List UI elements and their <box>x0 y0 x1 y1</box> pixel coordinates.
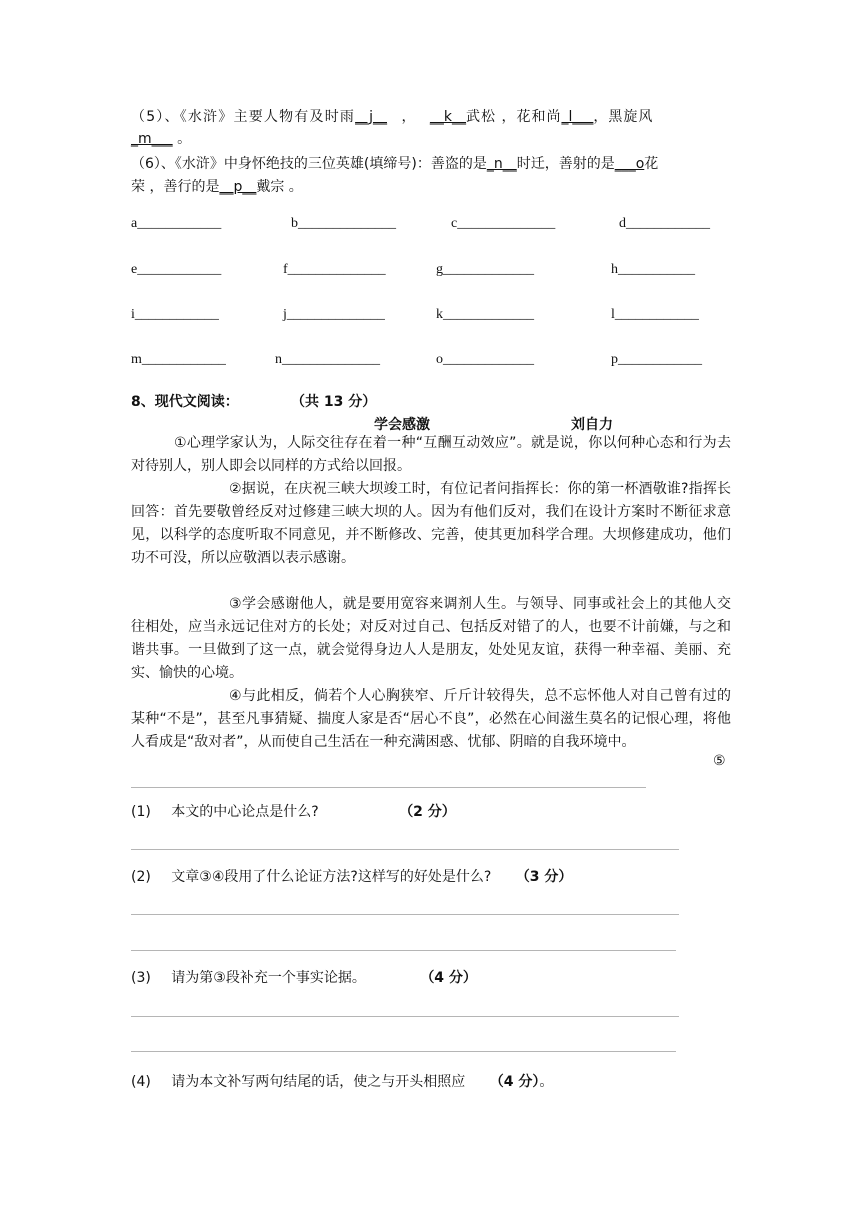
answer-blank-f[interactable]: f______________ <box>283 262 386 277</box>
answer-blank-p[interactable]: p____________ <box>611 352 702 367</box>
q5-blank-l: _l___ <box>561 109 594 125</box>
question-2-text: 文章③④段用了什么论证方法?这样写的好处是什么? <box>171 869 492 885</box>
q6-blank-n: _n__ <box>486 156 517 172</box>
question-3 <box>131 967 477 987</box>
q5-p1: 武松 ，花和尚 <box>466 109 562 125</box>
answer-blank-i[interactable]: i____________ <box>131 307 219 322</box>
answer-blank-h[interactable]: h___________ <box>611 262 695 277</box>
q5-blank-j: __j__ <box>355 109 387 125</box>
q6-blank-o: ___o <box>614 156 645 172</box>
paragraph-5-blank-line[interactable] <box>131 787 646 788</box>
question-4-number: (4) <box>131 1074 151 1090</box>
question-4-end: 。 <box>539 1074 554 1090</box>
answer-blank-k[interactable]: k_____________ <box>436 307 534 322</box>
q6-line2b: 戴宗 。 <box>256 179 303 195</box>
question-3-text: 请为第③段补充一个事实论据。 <box>171 970 366 986</box>
q5-blank-m: _m___ <box>131 131 173 147</box>
q5-sep: ， <box>401 109 416 125</box>
question-3-number: (3) <box>131 970 151 986</box>
answer-blank-a[interactable]: a____________ <box>131 216 222 231</box>
question-3-score: （4 分） <box>420 970 477 986</box>
answer-blank-n[interactable]: n______________ <box>275 352 380 367</box>
answer-blank-d[interactable]: d____________ <box>619 216 710 231</box>
q6-p2: 花 <box>644 156 659 172</box>
answer-line-3b[interactable] <box>131 1051 676 1052</box>
q5-prefix: （5）、《水浒》主要人物有及时雨 <box>131 109 356 125</box>
question-2-score: （3 分） <box>515 869 573 885</box>
article-paragraph-4: ④与此相反，倘若个人心胸狭窄、斤斤计较得失，总不忘怀他人对自己曾有过的某种“不是”，甚至凡事猜疑、揣度人家是否“居心不良”，必然在心间滋生莫名的记恨心理，将他人看成是“敌对者”，从而使自己生活在一种充满困惑、忧郁、阴暗的自我环境中。 <box>131 688 731 750</box>
question-4-text: 请为本文补写两句结尾的话，使之与开头相照应 <box>171 1074 466 1090</box>
article-paragraph-3: ③学会感谢他人，就是要用宽容来调剂人生。与领导、同事或社会上的其他人交往相处，应当永远记住对方的长处；对反对过自己、包括反对错了的人，也要不计前嫌，与之和谐共事。一旦做到了这一点，就会觉得身边人人是朋友，处处见友谊，获得一种幸福、美丽、充实、愉快的心境。 <box>131 596 731 681</box>
answer-blank-o[interactable]: o_____________ <box>436 352 534 367</box>
answer-blank-b[interactable]: b______________ <box>291 216 396 231</box>
article-author: 刘自力 <box>571 417 613 433</box>
question-1-text: 本文的中心论点是什么? <box>171 804 319 820</box>
answer-blank-m[interactable]: m____________ <box>131 352 226 367</box>
answer-blank-l[interactable]: l____________ <box>611 307 699 322</box>
q5-p2: ，黑旋风 <box>593 109 654 125</box>
q5-line2 <box>131 128 191 148</box>
question-2-number: (2) <box>131 869 151 885</box>
article-title: 学会感激 <box>374 417 430 433</box>
q5-line1 <box>131 106 653 126</box>
answer-blank-c[interactable]: c______________ <box>451 216 556 231</box>
q6-blank-p: __p__ <box>219 179 257 195</box>
question-4 <box>131 1071 553 1091</box>
question-1-number: (1) <box>131 804 151 820</box>
q6-prefix: （6）、《水浒》中身怀绝技的三位英雄(填缔号)：善盗的是 <box>131 156 487 172</box>
section8-points: （共 13 分） <box>291 394 377 410</box>
q5-end: 。 <box>177 131 192 147</box>
q5-blank-k: __k__ <box>429 109 467 125</box>
answer-blank-j[interactable]: j______________ <box>283 307 385 322</box>
question-1-score: （2 分） <box>399 804 456 820</box>
answer-line-1[interactable] <box>131 849 679 850</box>
q6-line2 <box>131 176 303 196</box>
answer-line-2a[interactable] <box>131 914 679 915</box>
answer-line-2b[interactable] <box>131 950 676 951</box>
answer-blank-g[interactable]: g_____________ <box>436 262 534 277</box>
question-2 <box>131 866 572 886</box>
article-paragraph-2: ②据说，在庆祝三峡大坝竣工时，有位记者问指挥长：你的第一杯酒敬谁?指挥长回答：首先要敬曾经反对过修建三峡大坝的人。因为有他们反对，我们在设计方案时不断征求意见，以科学的态度听取不同意见，并不断修改、完善，使其更加科学合理。大坝修建成功，他们功不可没，所以应敬酒以表示感谢。 <box>131 481 731 566</box>
question-1 <box>131 801 456 821</box>
answer-line-3a[interactable] <box>131 1016 679 1017</box>
q6-line1 <box>131 153 658 173</box>
paragraph-5-marker: ⑤ <box>713 753 726 769</box>
question-4-score: （4 分） <box>489 1074 540 1090</box>
q6-line2a: 荣 ，善行的是 <box>131 179 220 195</box>
q6-p1: 时迁，善射的是 <box>516 156 615 172</box>
answer-blank-e[interactable]: e____________ <box>131 262 222 277</box>
article-paragraph-1: ①心理学家认为，人际交往存在着一种“互酬互动效应”。就是说，你以何种心态和行为去对待别人，别人即会以同样的方式给以回报。 <box>131 435 731 474</box>
section8-heading: 8、现代文阅读： <box>131 394 239 410</box>
